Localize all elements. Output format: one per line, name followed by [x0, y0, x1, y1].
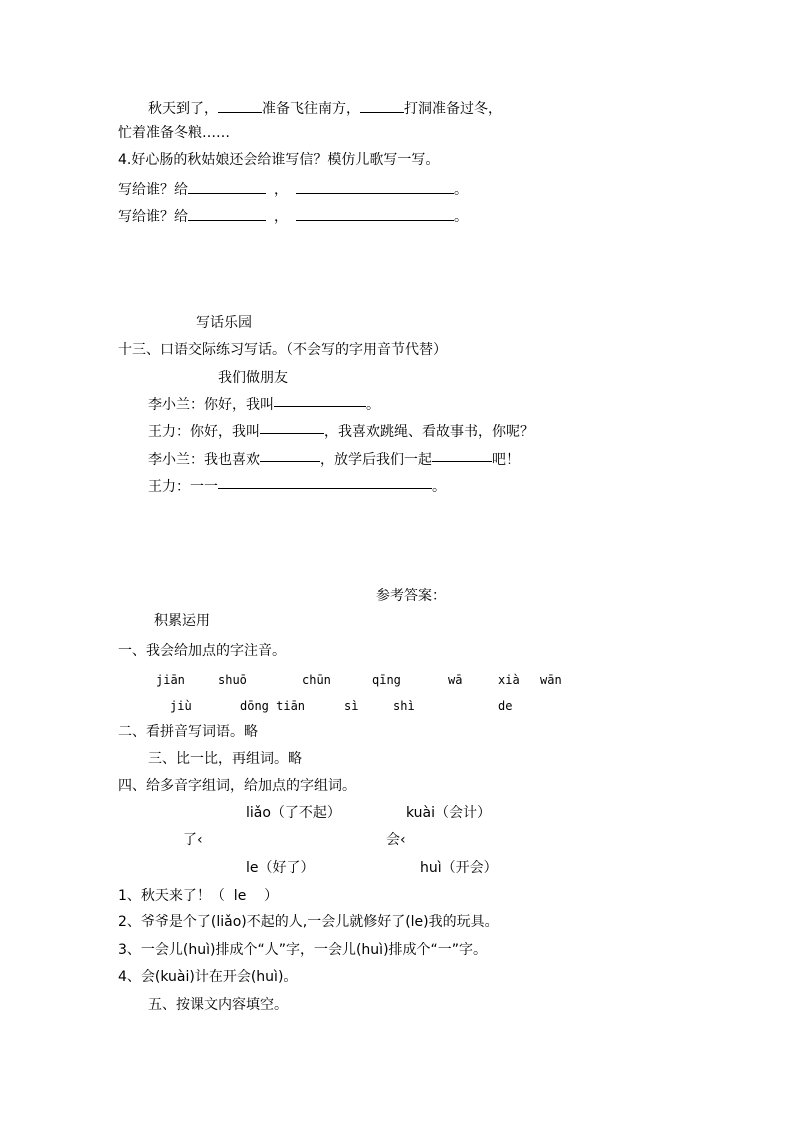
answers-heading: 参考答案：	[376, 588, 446, 604]
text: 写给谁？给	[118, 182, 188, 198]
pinyin: chūn	[302, 673, 331, 687]
pinyin: wā	[448, 673, 463, 687]
answers-section: 积累运用	[154, 613, 210, 629]
text: 打洞准备过冬，	[404, 101, 502, 117]
dialog-title: 我们做朋友	[218, 370, 288, 386]
pinyin: dōng tiān	[240, 699, 306, 713]
text: 。	[454, 209, 468, 225]
blank[interactable]	[260, 425, 324, 434]
text: 。	[366, 397, 380, 413]
text: ，	[274, 209, 288, 225]
dialog-line	[148, 423, 534, 441]
text: 。	[432, 479, 446, 495]
blank[interactable]	[218, 98, 262, 113]
poem-line-2: 忙着准备冬粮……	[118, 125, 230, 141]
text: 秋天到了，	[148, 101, 218, 117]
answer-row-2	[118, 206, 468, 226]
polyphone-char: 会‹	[386, 832, 406, 848]
text: 王力：一一	[148, 479, 218, 495]
pinyin: de	[498, 699, 513, 713]
dialog-line	[148, 396, 380, 414]
answer-5: 五、按课文内容填空。	[148, 997, 288, 1013]
pinyin: sì	[344, 699, 359, 713]
answer-2: 二、看拼音写词语。略	[118, 724, 258, 740]
polyphone-entry: kuài（会计）	[406, 805, 492, 821]
question-13: 十三、口语交际练习写话。（不会写的字用音节代替）	[118, 342, 447, 358]
blank[interactable]	[218, 480, 432, 489]
polyphone-entry: le（好了）	[246, 860, 315, 876]
sentence-1: 1、秋天来了！（ le ）	[118, 888, 279, 904]
answer-row-1	[118, 179, 468, 199]
pinyin: jiù	[170, 699, 192, 713]
sentence-3: 3、一会儿(huì)排成个“人”字，一会儿(huì)排成个“一”字。	[118, 942, 488, 958]
pinyin: jiān	[156, 673, 185, 687]
dialog-line	[148, 451, 520, 469]
text: 写给谁？给	[118, 209, 188, 225]
polyphone-entry: liǎo（了不起）	[246, 805, 341, 821]
pinyin: qīng	[372, 673, 401, 687]
text: 李小兰：我也喜欢	[148, 452, 260, 468]
sentence-2: 2、爷爷是个了(liǎo)不起的人,一会儿就修好了(le)我的玩具。	[118, 914, 499, 930]
answer-4: 四、给多音字组词，给加点的字组词。	[118, 778, 356, 794]
blank[interactable]	[260, 453, 320, 462]
blank[interactable]	[296, 206, 454, 221]
pinyin: wān	[540, 673, 562, 687]
text: ，我喜欢跳绳、看故事书，你呢？	[324, 424, 534, 440]
text: 准备飞往南方，	[262, 101, 360, 117]
answer-3: 三、比一比，再组词。略	[148, 751, 302, 767]
dialog-line	[148, 478, 446, 496]
text: ，	[274, 182, 288, 198]
blank[interactable]	[188, 179, 266, 194]
text: 。	[454, 182, 468, 198]
text: 李小兰：你好，我叫	[148, 397, 274, 413]
blank[interactable]	[296, 179, 454, 194]
blank[interactable]	[360, 98, 404, 113]
poem-line-1	[148, 98, 502, 118]
pinyin: shuō	[218, 673, 247, 687]
sentence-4: 4、会(kuài)计在开会(huì)。	[118, 969, 298, 985]
polyphone-entry: huì（开会）	[420, 860, 498, 876]
text: ，放学后我们一起	[320, 452, 432, 468]
polyphone-char: 了‹	[183, 832, 203, 848]
blank[interactable]	[188, 206, 266, 221]
answer-1: 一、我会给加点的字注音。	[118, 643, 286, 659]
text: 吧！	[492, 452, 520, 468]
pinyin: xià	[498, 673, 520, 687]
question-4: 4.好心肠的秋姑娘还会给谁写信？模仿儿歌写一写。	[118, 152, 440, 168]
pinyin: shì	[393, 699, 415, 713]
blank[interactable]	[274, 398, 366, 407]
blank[interactable]	[432, 453, 492, 462]
section-heading: 写话乐园	[196, 315, 252, 331]
text: 王力：你好，我叫	[148, 424, 260, 440]
